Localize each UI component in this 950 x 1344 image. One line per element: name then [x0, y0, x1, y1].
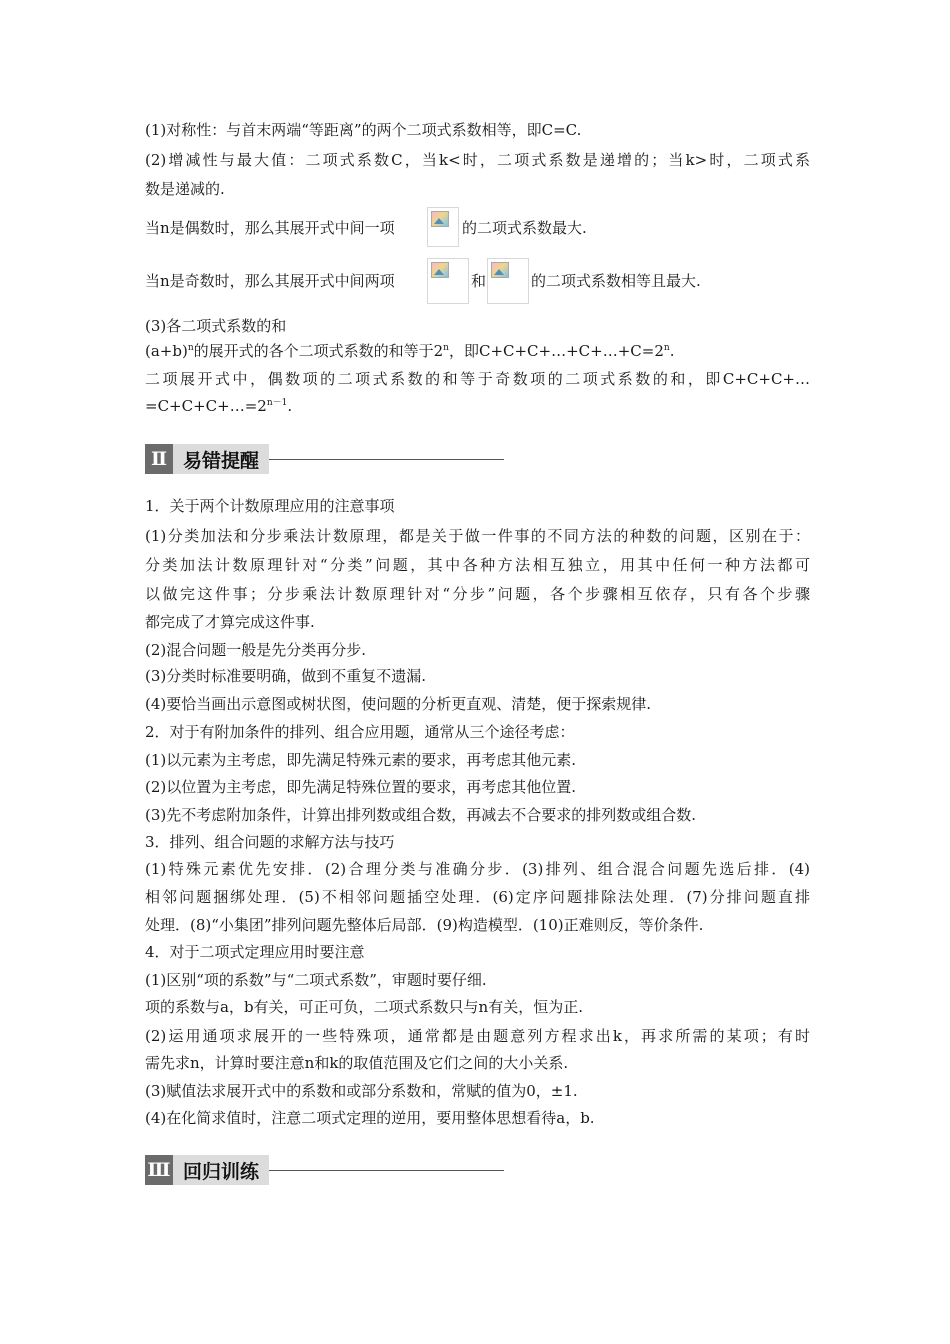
- section-title: 回归训练: [173, 1155, 269, 1185]
- list-item: (2)以位置为主考虑，即先满足特殊位置的要求，再考虑其他位置.: [145, 778, 577, 796]
- list-item: (1)特殊元素优先安排．(2)合理分类与准确分步．(3)排列、组合混合问题先选后排．(4): [145, 860, 810, 878]
- text-line: 的二项式系数相等且最大.: [531, 272, 701, 290]
- text-line: 和: [471, 272, 487, 290]
- list-item: (1)区别“项的系数”与“二项式系数”，审题时要仔细.: [145, 971, 487, 989]
- text-line: (2)增减性与最大值：二项式系数C，当k<时，二项式系数是递增的；当k>时，二项式系: [145, 151, 810, 169]
- text-line: 数是递减的.: [145, 180, 225, 198]
- list-item: 处理．(8)“小集团”排列问题先整体后局部．(9)构造模型．(10)正难则反，等价条件.: [145, 916, 704, 934]
- list-item: 2．对于有附加条件的排列、组合应用题，通常从三个途径考虑：: [145, 723, 575, 741]
- text-line: (3)各二项式系数的和: [145, 317, 287, 335]
- list-item: 1．关于两个计数原理应用的注意事项: [145, 497, 395, 515]
- list-item: 都完成了才算完成这件事.: [145, 613, 315, 631]
- list-item: 项的系数与a，b有关，可正可负，二项式系数只与n有关，恒为正.: [145, 998, 583, 1016]
- list-item: (3)先不考虑附加条件，计算出排列数或组合数，再减去不合要求的排列数或组合数.: [145, 806, 697, 824]
- list-item: 需先求n，计算时要注意n和k的取值范围及它们之间的大小关系.: [145, 1054, 569, 1072]
- list-item: 以做完这件事；分步乘法计数原理针对“分步”问题，各个步骤相互依存，只有各个步骤: [145, 585, 810, 603]
- roman-numeral: Ⅲ: [145, 1155, 173, 1185]
- list-item: (3)赋值法求展开式中的系数和或部分系数和，常赋的值为0，±1.: [145, 1082, 578, 1100]
- list-item: 分类加法计数原理针对“分类”问题，其中各种方法相互独立，用其中任何一种方法都可: [145, 556, 810, 574]
- list-item: 3．排列、组合问题的求解方法与技巧: [145, 833, 395, 851]
- text-line: 的二项式系数最大.: [462, 219, 587, 237]
- text-line: $(a+b)^n$的展开式的各个二项式系数的和等于2$^n$，即$C+C+C+\dots+C+\dots+C=2^n$.: [145, 342, 675, 360]
- section-title: 易错提醒: [173, 444, 269, 474]
- text-line: $=C+C+C+\dots=2^{n-1}$.: [145, 397, 293, 415]
- image-placeholder-icon: [487, 258, 529, 304]
- image-placeholder-icon: [427, 207, 459, 247]
- list-item: 相邻问题捆绑处理．(5)不相邻问题插空处理．(6)定序问题排除法处理．(7)分排问题直排: [145, 888, 810, 906]
- heading-rule: [269, 459, 504, 460]
- text-line: 当n是奇数时，那么其展开式中间两项: [145, 272, 395, 290]
- list-item: (1)以元素为主考虑，即先满足特殊元素的要求，再考虑其他元素.: [145, 751, 577, 769]
- roman-numeral: Ⅱ: [145, 444, 173, 474]
- image-placeholder-icon: [427, 258, 469, 304]
- text-line: (1)对称性：与首末两端“等距离”的两个二项式系数相等，即C=C.: [145, 121, 582, 139]
- text-line: 当n是偶数时，那么其展开式中间一项: [145, 219, 395, 237]
- heading-rule: [269, 1170, 504, 1171]
- section-heading-review: [145, 1155, 504, 1185]
- list-item: (2)混合问题一般是先分类再分步.: [145, 641, 367, 659]
- list-item: (4)要恰当画出示意图或树状图，使问题的分析更直观、清楚，便于探索规律.: [145, 695, 652, 713]
- section-heading-mistakes: [145, 444, 504, 474]
- list-item: (1)分类加法和分步乘法计数原理，都是关于做一件事的不同方法的种数的问题，区别在于：: [145, 527, 810, 545]
- list-item: (3)分类时标准要明确，做到不重复不遗漏.: [145, 667, 427, 685]
- list-item: 4．对于二项式定理应用时要注意: [145, 943, 365, 961]
- list-item: (4)在化简求值时，注意二项式定理的逆用，要用整体思想看待a，b.: [145, 1109, 595, 1127]
- text-line: 二项展开式中，偶数项的二项式系数的和等于奇数项的二项式系数的和，即C+C+C+…: [145, 370, 810, 388]
- list-item: (2)运用通项求展开的一些特殊项，通常都是由题意列方程求出k，再求所需的某项；有时: [145, 1027, 810, 1045]
